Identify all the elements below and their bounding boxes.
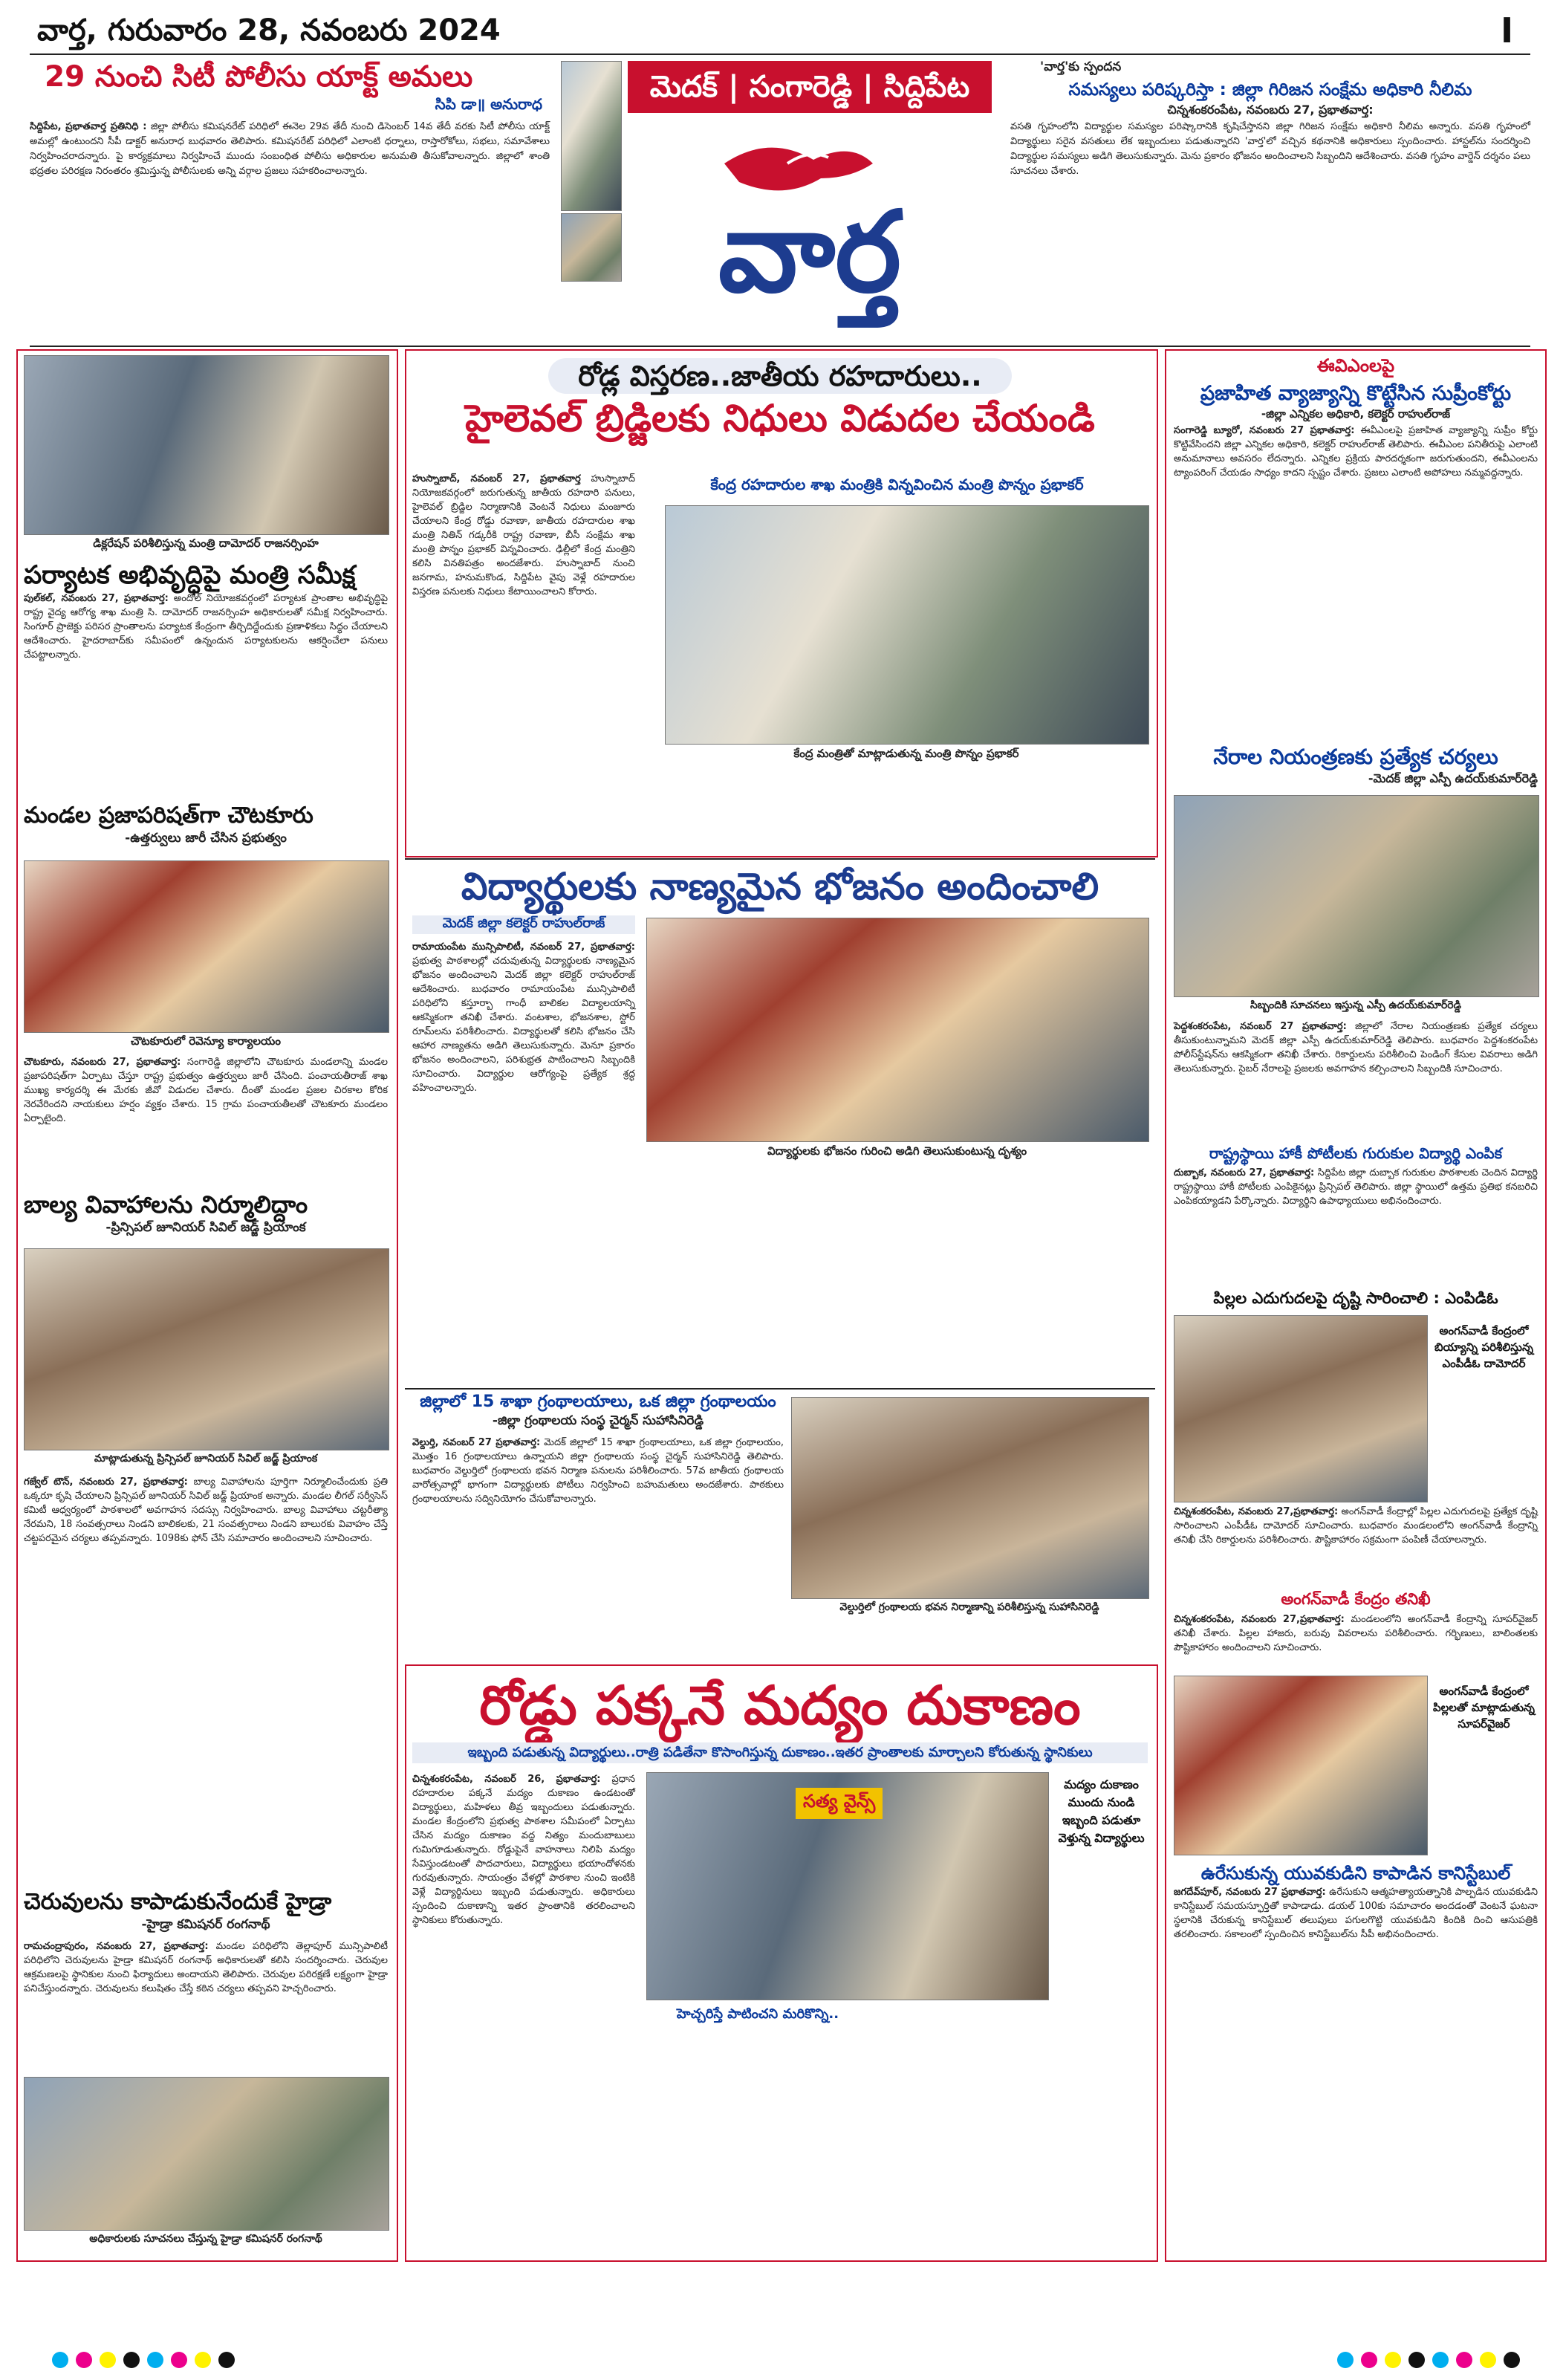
caption-revenue-office: చౌటకూరులో రెవెన్యూ కార్యాలయం bbox=[131, 1034, 281, 1048]
story-child-marriage-body bbox=[24, 1475, 388, 1546]
story-food-head bbox=[412, 862, 1148, 911]
folio-date: వార్త, గురువారం 28, నవంబరు 2024 bbox=[37, 13, 501, 48]
body: జిల్లా పోలీసు కమిషనరేట్ పరిధిలో ఈనెల 29వ తేదీ నుంచి డిసెంబర్ 14వ తేదీ వరకు సిటీ పోలీసు యాక్ట్ అమల్లో ఉంటుందని సీపీ డాక్టర్ అనురాధ బుధవారం తెలిపారు. కమిషనరేట్ పరిధిలో ఎలాంటి ధర్నాలు, రాస్తారోకోలు, సభలు, సమావేశాలు నిర్వహించరాదన్నారు. పై కార్యక్రమాలు నిర్వహించే ముందు సంబంధిత పోలీసు అధికారుల అనుమతి తీసుకోవాలన్నారు. జిల్లాలో శాంతి భద్రతల పరిరక్షణ నిరంతరం శ్రమిస్తున్న పోలీసులకు అన్ని వర్గాల ప్రజలు సహకరించాలన్నారు. bbox=[30, 121, 550, 177]
body: ప్రభుత్వ పాఠశాలల్లో చదువుతున్న విద్యార్థులకు నాణ్యమైన భోజనం అందించాలని మెదక్ జిల్లా కలెక్టర్ రాహుల్‌రాజ్ ఆదేశించారు. బుధవారం రామాయంపేట మున్సిపాలిటీ పరిధిలోని కస్తూర్బా గాంధీ బాలికల విద్యాలయాన్ని ఆకస్మికంగా తనిఖీ చేశారు. వంటశాల, భోజనశాల, స్టోర్ రూమ్‌లను పరిశీలించారు. విద్యార్థులతో కలిసి భోజనం చేసి ఆహార నాణ్యతను అడిగి తెలుసుకున్నారు. మెనూ ప్రకారం భోజనం అందించాలని, పరిశుభ్రత పాటించాలని సిబ్బందికి సూచించారు. విద్యార్థుల ఆరోగ్యంపై ప్రత్యేక శ్రద్ధ వహించాలన్నారు. bbox=[412, 956, 635, 1094]
photo-liquor-shop bbox=[646, 1772, 1049, 2000]
byline: సిపి డా॥ అనురాధ bbox=[435, 95, 542, 113]
subhead: -జిల్లా ఎన్నికల అధికారి, కలెక్టర్ రాహుల్‌రాజ్ bbox=[1261, 407, 1451, 421]
masthead-photo-monument bbox=[561, 213, 622, 282]
subhead: ఇబ్బంది పడుతున్న విద్యార్థులు..రాత్రి పడితేనా కొసాంగిస్తున్న దుకాణం..ఇతర ప్రాంతాలకు మార్చాలని కోరుతున్న స్థానికులు bbox=[412, 1742, 1148, 1763]
story-anganwadi-check bbox=[1174, 1590, 1538, 1655]
story-police-act bbox=[30, 59, 550, 179]
headline: పర్యాటక అభివృద్ధిపై మంత్రి సమీక్ష bbox=[24, 560, 356, 590]
masthead bbox=[561, 61, 992, 343]
subhead: -జిల్లా గ్రంథాలయ సంస్థ చైర్మన్ సుహాసినిరెడ్డి bbox=[492, 1413, 704, 1428]
body: మెదక్ జిల్లాలో 15 శాఖా గ్రంథాలయాలు, ఒక జిల్లా గ్రంథాలయం, మొత్తం 16 గ్రంథాలయాలు ఉన్నాయని జిల్లా గ్రంథాలయ సంస్థ చైర్మన్ సుహాసినిరెడ్డి తెలిపారు. బుధవారం వెల్దుర్తిలో గ్రంథాలయ భవన నిర్మాణ పనులను పరిశీలించారు. 57వ జాతీయ గ్రంథాలయ వారోత్సవాల్లో భాగంగా విద్యార్థులకు పోటీలు నిర్వహించి బహుమతులు అందజేశారు. పాఠకులు గ్రంథాలయాలను సద్వినియోగం చేసుకోవాలన్నారు. bbox=[412, 1437, 784, 1505]
story-bridges-body bbox=[412, 472, 635, 599]
logo-text: వార్త bbox=[718, 188, 902, 317]
photo-minister-declaration bbox=[24, 355, 389, 535]
photo-judge-speaking bbox=[24, 1248, 389, 1450]
story-liquor-head bbox=[412, 1672, 1148, 1739]
headline: నేరాల నియంత్రణకు ప్రత్యేక చర్యలు bbox=[1213, 745, 1498, 769]
body: అందోల్ నియోజకవర్గంలో పర్యాటక ప్రాంతాల అభివృద్ధిపై రాష్ట్ర వైద్య ఆరోగ్య శాఖ మంత్రి సి. దామోదర్ రాజనర్సింహ అధికారులతో సమీక్ష నిర్వహించారు. సింగూర్ ప్రాజెక్టు పరిసర ప్రాంతాలను పర్యాటక కేంద్రంగా తీర్చిదిద్దేందుకు ప్రణాళికలు సిద్ధం చేయాలని ఆదేశించారు. హైదరాబాద్‌కు సమీపంలో ఉన్నందున పర్యాటకులను ఆకర్షించేలా పనులు చేపట్టాలన్నారు. bbox=[24, 593, 388, 661]
page-number: I bbox=[1501, 10, 1514, 51]
photo-revenue-office bbox=[24, 860, 389, 1033]
body: అంగన్‌వాడీ కేంద్రాల్లో పిల్లల ఎదుగుదలపై ప్రత్యేక దృష్టి సారించాలని ఎంపీడీఓ దామోదర్ సూచించారు. బుధవారం మండలంలోని అంగన్‌వాడీ కేంద్రాన్ని తనిఖీ చేసి రికార్డులను పరిశీలించారు. పౌష్టికాహారం సక్రమంగా పంపిణీ చేయాలన్నారు. bbox=[1174, 1506, 1538, 1546]
headline: ఉరేసుకున్న యువకుడిని కాపాడిన కానిస్టేబుల్ bbox=[1200, 1863, 1511, 1884]
photo-gadkari-meeting bbox=[665, 505, 1149, 745]
body: వసతి గృహంలోని విద్యార్థుల సమస్యల పరిష్కారానికి కృషిచేస్తానని జిల్లా గిరిజన సంక్షేమ అధికారి నీలిమ అన్నారు. వసతి గృహంలో విద్యార్థులు సరైన వసతులు లేక ఇబ్బందులు పడుతున్నారని 'వార్త'లో వచ్చిన కథనానికి అధికారులు స్పందించారు. హాస్టల్‌ను సందర్శించి విద్యార్థుల సమస్యలు అడిగి తెలుసుకున్నారు. మెను ప్రకారం భోజనం అందించాలని సిబ్బందిని ఆదేశించారు. వసతి గృహం వార్డెన్ దర్శనం పలు సూచనలు చేశారు. bbox=[1010, 121, 1530, 177]
headline: రాష్ట్రస్థాయి హాకీ పోటీలకు గురుకుల విద్యార్థి ఎంపిక bbox=[1209, 1144, 1503, 1162]
story-crime bbox=[1174, 743, 1538, 788]
caption-sp: సిబ్బందికి సూచనలు ఇస్తున్న ఎస్పీ ఉదయ్‌కుమార్‌రెడ్డి bbox=[1250, 999, 1461, 1011]
body: ఈవీఎంలపై ప్రజాహిత వ్యాజ్యాన్ని సుప్రీం కోర్టు కొట్టివేసిందని జిల్లా ఎన్నికల అధికారి, కలెక్టర్ రాహుల్‌రాజ్ తెలిపారు. ఈవీఎంల పనితీరుపై ఎలాంటి అనుమానాలు అవసరం లేదన్నారు. ఎన్నికల ప్రక్రియ పారదర్శకంగా జరుగుతుందని, ఈవీఎంలను ట్యాంపరింగ్ చేయడం సాధ్యం కాదని స్పష్టం చేశారు. ప్రజలు ఎలాంటి అపోహలు నమ్మవద్దన్నారు. bbox=[1174, 425, 1538, 479]
dateline: సిద్దిపేట, ప్రభాతవార్త ప్రతినిధి : bbox=[30, 121, 147, 132]
body: సిద్దిపేట జిల్లా దుబ్బాక గురుకుల పాఠశాలకు చెందిన విద్యార్థి రాష్ట్రస్థాయి హాకీ పోటీలకు ఎంపికైనట్లు ప్రిన్సిపల్ తెలిపారు. జిల్లా స్థాయిలో ఉత్తమ ప్రతిభ కనబరిచి ఎంపికయ్యాడని పేర్కొన్నారు. విద్యార్థిని ఉపాధ్యాయులు అభినందించారు. bbox=[1174, 1167, 1538, 1207]
photo-anganwadi-children bbox=[1174, 1676, 1428, 1855]
caption-hydra: అధికారులకు సూచనలు చేస్తున్న హైడ్రా కమిషనర్ రంగనాథ్ bbox=[89, 2233, 322, 2245]
byline: మెదక్ జిల్లా కలెక్టర్ రాహుల్‌రాజ్ bbox=[412, 915, 635, 934]
side-caption-liquor: మద్యం దుకాణం ముందు నుండి ఇబ్బంది పడుతూ వెళ్తున్న విద్యార్థులు bbox=[1058, 1777, 1145, 1845]
dateline: హుస్నాబాద్, నవంబర్ 27, ప్రభాతవార్త bbox=[412, 473, 581, 484]
photo-hydra-commissioner bbox=[24, 2077, 389, 2231]
photo-students-lunch bbox=[646, 918, 1149, 1142]
headline: 29 నుంచి సిటీ పోలీసు యాక్ట్ అమలు bbox=[45, 60, 473, 94]
kicker: 'వార్త'కు స్పందన bbox=[1040, 59, 1122, 74]
subhead: -ఉత్తర్వులు జారీ చేసిన ప్రభుత్వం bbox=[125, 831, 287, 846]
headline: రోడ్డు పక్కనే మద్యం దుకాణం bbox=[479, 1674, 1081, 1737]
subhead: -ప్రిన్సిపల్ జూనియర్ సివిల్ జడ్జ్ ప్రియాంక bbox=[105, 1220, 306, 1235]
story-mandal-body bbox=[24, 1055, 388, 1126]
body: బాల్య వివాహాలను పూర్తిగా నిర్మూలించేందుకు ప్రతి ఒక్కరూ కృషి చేయాలని ప్రిన్సిపల్ జూనియర్ సివిల్ జడ్జ్ ప్రియాంక అన్నారు. మండల లీగల్ సర్వీసెస్ కమిటీ ఆధ్వర్యంలో పాఠశాలలో అవగాహన సదస్సు నిర్వహించారు. బాల్య వివాహాలు చట్టరీత్యా నేరమని, 18 సంవత్సరాలు నిండని బాలికలకు, 21 సంవత్సరాలు నిండని బాలురకు వివాహం చేస్తే చట్టపరమైన చర్యలు తప్పవన్నారు. 1098కు ఫోన్ చేసి సమాచారం అందించాలని సూచించారు. bbox=[24, 1476, 388, 1544]
story-rescue bbox=[1174, 1861, 1538, 1942]
registration-marks-left bbox=[52, 2352, 242, 2371]
dateline: వెల్దుర్తి, నవంబర్ 27 ప్రభాతవార్త: bbox=[412, 1437, 541, 1448]
story-food-body bbox=[412, 940, 635, 1095]
subhead: -హైడ్రా కమిషనర్ రంగనాథ్ bbox=[141, 1917, 270, 1932]
story-evm bbox=[1174, 355, 1538, 480]
headline: జిల్లాలో 15 శాఖా గ్రంథాలయాలు, ఒక జిల్లా గ్రంథాలయం bbox=[420, 1392, 776, 1411]
story-lakes bbox=[24, 1887, 388, 1996]
caption-declaration: డిక్లరేషన్ పరిశీలిస్తున్న మంత్రి దామోదర్ రాజనర్సింహ bbox=[93, 536, 319, 550]
story-tourism bbox=[24, 559, 388, 662]
body: జిల్లాలో నేరాల నియంత్రణకు ప్రత్యేక చర్యలు తీసుకుంటున్నామని మెదక్ జిల్లా ఎస్పీ ఉదయ్‌కుమార్‌రెడ్డి తెలిపారు. బుధవారం పెద్దశంకరంపేట పోలీస్‌స్టేషన్‌ను ఆకస్మికంగా తనిఖీ చేశారు. రికార్డులను పరిశీలించి పెండింగ్ కేసుల వివరాలు అడిగి తెలుసుకున్నారు. సైబర్ నేరాలపై ప్రజలకు అవగాహన కల్పించాలని సిబ్బందికి సూచించారు. bbox=[1174, 1021, 1538, 1074]
masthead-logo bbox=[628, 119, 992, 334]
dateline: గజ్వేల్ టౌన్, నవంబరు 27, ప్రభాతవార్త: bbox=[24, 1476, 188, 1488]
photo-library-building bbox=[791, 1397, 1149, 1599]
side-caption-mpdo: అంగన్‌వాడీ కేంద్రంలో బియ్యాన్ని పరిశీలిస్తున్న ఎంపీడీఓ దామోదర్ bbox=[1434, 1324, 1533, 1370]
photo-mpdo-rice bbox=[1174, 1315, 1428, 1502]
story-anganwadi-body bbox=[1174, 1505, 1538, 1547]
headline: చెరువులను కాపాడుకునేందుకే హైడ్రా bbox=[24, 1889, 332, 1915]
headline: సమస్యలు పరిష్కరిస్తా : జిల్లా గిరిజన సంక్షేమ అధికారి నీలిమ bbox=[1068, 80, 1472, 100]
story-liquor-body bbox=[412, 1772, 635, 1927]
story-crime-body bbox=[1174, 1019, 1538, 1076]
dateline: పుల్‌కల్, నవంబరు 27, ప్రభాతవార్త: bbox=[24, 593, 169, 604]
dateline: చిన్నశంకరంపేట, నవంబర్ 26, ప్రభాతవార్త: bbox=[412, 1774, 601, 1785]
masthead-bottom-rule bbox=[30, 346, 1530, 347]
top-rule bbox=[30, 53, 1530, 55]
body: సంగారెడ్డి జిల్లాలోని చౌటకూరు మండలాన్ని మండల ప్రజాపరిషత్‌గా ఏర్పాటు చేస్తూ రాష్ట్ర ప్రభుత్వం ఉత్తర్వులు జారీ చేసింది. పంచాయతీరాజ్ శాఖ ముఖ్య కార్యదర్శి ఈ మేరకు జీవో విడుదల చేశారు. దీంతో మండల ప్రజల చిరకాల కోరిక నెరవేరిందని నాయకులు హర్షం వ్యక్తం చేశారు. 15 గ్రామ పంచాయతీలతో చౌటకూరు మండలం ఏర్పాటైంది. bbox=[24, 1057, 388, 1124]
subhead: -మెదక్ జిల్లా ఎస్పీ ఉదయ్‌కుమార్‌రెడ్డి bbox=[1368, 771, 1538, 785]
dateline: రామచంద్రాపురం, నవంబరు 27, ప్రభాతవార్త: bbox=[24, 1941, 209, 1952]
side-caption-anganwadi: అంగన్‌వాడీ కేంద్రంలో పిల్లలతో మాట్లాడుతున్న సూపర్‌వైజర్ bbox=[1432, 1685, 1535, 1731]
shop-sign: సత్య వైన్స్ bbox=[796, 1788, 883, 1819]
dateline: సంగారెడ్డి బ్యూరో, నవంబరు 27 ప్రభాతవార్త: bbox=[1174, 425, 1355, 436]
kicker: రోడ్ల విస్తరణ..జాతీయ రహదారులు.. bbox=[548, 358, 1011, 394]
headline: ప్రజాహిత వ్యాజ్యాన్ని కొట్టేసిన సుప్రీంకోర్టు bbox=[1200, 382, 1512, 405]
caption-gadkari: కేంద్ర మంత్రితో మాట్లాడుతున్న మంత్రి పొన్నం ప్రభాకర్ bbox=[793, 747, 1019, 760]
story-bridges-head bbox=[412, 358, 1148, 443]
story-anganwadi-headline: పిల్లల ఎదుగుదలపై దృష్టి సారించాలి : ఎంపిడిఓ bbox=[1213, 1289, 1498, 1307]
body: హుస్నాబాద్ నియోజకవర్గంలో జరుగుతున్న జాతీయ రహదారి పనులు, హైలెవల్ బ్రిడ్జిల నిర్మాణానికి వెంటనే నిధులు మంజూరు చేయాలని కేంద్ర రోడ్డు రవాణా, జాతీయ రహదారుల శాఖ మంత్రి నితిన్ గడ్కరీకి రాష్ట్ర రవాణా, బీసీ సంక్షేమ శాఖ మంత్రి పొన్నం ప్రభాకర్ విన్నవించారు. ఢిల్లీలో కేంద్ర మంత్రిని కలిసి వినతిపత్రం అందజేశారు. హుస్నాబాద్ నుంచి జనగామ, హనుమకొండ, సిద్దిపేట వైపు వెళ్లే రహదారుల విస్తరణ పనులకు నిధులు కేటాయించాలని కోరారు. bbox=[412, 473, 635, 597]
registration-marks-right bbox=[1337, 2352, 1527, 2371]
story-child-marriage bbox=[24, 1189, 388, 1238]
dateline: చిన్నశంకరంపేట, నవంబరు 27, ప్రభాతవార్త: bbox=[1167, 103, 1374, 117]
story-hockey bbox=[1174, 1144, 1538, 1208]
masthead-photo-temple bbox=[561, 61, 622, 211]
rule-library-top bbox=[405, 1388, 1155, 1390]
body: మండలంలోని అంగన్‌వాడీ కేంద్రాన్ని సూపర్‌వైజర్ తనిఖీ చేశారు. పిల్లల హాజరు, బరువు వివరాలను పరిశీలించారు. గర్భిణులు, బాలింతలకు పౌష్టికాహారం అందించాలని సూచించారు. bbox=[1174, 1614, 1538, 1653]
masthead-district-bar: మెదక్ | సంగారెడ్డి | సిద్దిపేట bbox=[628, 61, 992, 113]
kicker: ఈవిఎంలపై bbox=[1316, 355, 1395, 376]
headline: బాల్య వివాహాలను నిర్మూలిద్దాం bbox=[24, 1190, 308, 1219]
dateline: జగదేవ్‌పూర్, నవంబరు 27 ప్రభాతవార్త: bbox=[1174, 1887, 1326, 1898]
story-mandal bbox=[24, 801, 388, 849]
headline: విద్యార్థులకు నాణ్యమైన భోజనం అందించాలి bbox=[461, 865, 1099, 908]
body: ఉరేసుకుని ఆత్మహత్యాయత్నానికి పాల్పడిన యువకుడిని కానిస్టేబుల్ సమయస్ఫూర్తితో కాపాడాడు. డయల్ 100కు సమాచారం అందడంతో వెంటనే ఘటనా స్థలానికి చేరుకున్న కానిస్టేబుల్ తలుపులు పగులగొట్టి యువకుడిని కిందికి దించి ఆసుపత్రికి తరలించారు. సకాలంలో స్పందించిన కానిస్టేబుల్‌ను సీపీ అభినందించారు. bbox=[1174, 1887, 1538, 1940]
dateline: పెద్దశంకరంపేట, నవంబర్ 27 ప్రభాతవార్త: bbox=[1174, 1021, 1347, 1032]
headline: మండల ప్రజాపరిషత్‌గా చౌటకూరు bbox=[24, 802, 313, 829]
dateline: చిన్నశంకరంపేట, నవంబరు 27,ప్రభాతవార్త: bbox=[1174, 1506, 1339, 1517]
photo-sp-briefing bbox=[1174, 795, 1539, 997]
dateline: దుబ్బాక, నవంబరు 27, ప్రభాతవార్త: bbox=[1174, 1167, 1315, 1178]
caption-judge: మాట్లాడుతున్న ప్రిన్సిపల్ జూనియర్ సివిల్ జడ్జ్ ప్రియాంక bbox=[94, 1453, 318, 1465]
body: మండల పరిధిలోని తెల్లాపూర్ మున్సిపాలిటీ పరిధిలోని చెరువులను హైడ్రా కమిషనర్ రంగనాథ్ అధికారులతో కలిసి సందర్శించారు. చెరువుల ఆక్రమణలపై స్థానికుల నుంచి ఫిర్యాదులు అందాయని తెలిపారు. చెరువుల పరిరక్షణే లక్ష్యంగా హైడ్రా పనిచేస్తుందన్నారు. చెరువులను కలుషితం చేస్తే కఠిన చర్యలు తప్పవని హెచ్చరించారు. bbox=[24, 1941, 388, 1994]
body: ప్రధాన రహదారుల పక్కనే మద్యం దుకాణం ఉండటంతో విద్యార్థులు, మహిళలు తీవ్ర ఇబ్బందులు పడుతున్నారు. మండల కేంద్రంలోని ప్రభుత్వ పాఠశాల సమీపంలో ఏర్పాటు చేసిన మద్యం దుకాణం వద్ద నిత్యం మందుబాబులు గుమిగూడుతున్నారు. రోడ్డుపైనే వాహనాలు నిలిపి మద్యం సేవిస్తుండటంతో పాదచారులు, విద్యార్థులు భయాందోళనకు గురవుతున్నారు. సాయంత్రం వేళల్లో పాఠశాల నుంచి ఇంటికి వెళ్లే విద్యార్థినులు ఇబ్బంది పడుతున్నారు. అధికారులు స్పందించి దుకాణాన్ని ఇతర ప్రాంతానికి తరలించాలని స్థానికులు కోరుతున్నారు. bbox=[412, 1774, 635, 1926]
caption-library: వెల్దుర్తిలో గ్రంథాలయ భవన నిర్మాణాన్ని పరిశీలిస్తున్న సుహాసినిరెడ్డి bbox=[839, 1601, 1099, 1613]
story-bridges-subhead: కేంద్ర రహదారుల శాఖ మంత్రికి విన్నవించిన మంత్రి పొన్నం ప్రభాకర్ bbox=[710, 476, 1084, 493]
dateline: రామాయంపేట మున్సిపాలిటీ, నవంబర్ 27, ప్రభాతవార్త: bbox=[412, 941, 635, 953]
caption-students-lunch: విద్యార్థులకు భోజనం గురించి అడిగి తెలుసుకుంటున్న దృశ్యం bbox=[767, 1144, 1027, 1158]
inline-subhead: హెచ్చరిస్తే పాటించని మరికొన్ని.. bbox=[676, 2006, 839, 2022]
headline: అంగన్‌వాడీ కేంద్రం తనిఖీ bbox=[1281, 1590, 1431, 1608]
dateline: చౌటకూరు, నవంబరు 27, ప్రభాతవార్త: bbox=[24, 1057, 181, 1068]
rule-food-top bbox=[405, 858, 1155, 860]
dateline: చిన్నశంకరంపేట, నవంబరు 27,ప్రభాతవార్త: bbox=[1174, 1614, 1345, 1625]
story-tribal-welfare bbox=[1010, 59, 1530, 179]
story-library bbox=[412, 1391, 784, 1506]
headline: హైలెవల్ బ్రిడ్జిలకు నిధులు విడుదల చేయండి bbox=[465, 397, 1095, 440]
